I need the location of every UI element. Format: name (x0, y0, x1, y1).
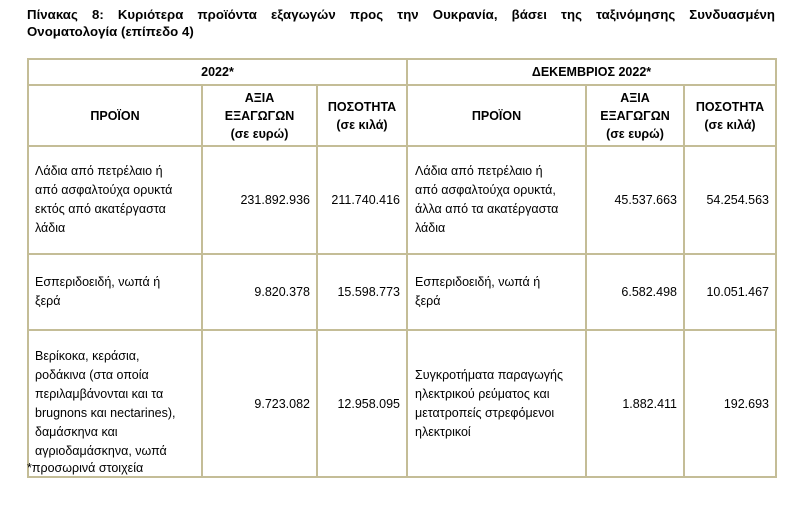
qty-header-line: ΠΟΣΟΤΗΤΑ (327, 99, 397, 114)
caption-line-2: Ονοματολογία (επίπεδο 4) (27, 24, 194, 39)
value-cell-right: 45.537.663 (586, 146, 684, 254)
table-caption (27, 6, 775, 40)
value-cell-left: 9.723.082 (202, 330, 317, 477)
product-line: από ασφαλτούχα ορυκτά, (415, 183, 556, 197)
product-line: Εσπεριδοειδή, νωπά ή (35, 275, 161, 289)
product-line: περιλαμβάνονται και τα (35, 386, 164, 401)
qty-cell-left: 15.598.773 (317, 254, 407, 330)
product-header-left: ΠΡΟΪΟΝ (28, 85, 202, 146)
product-line: brugnons και nectarines), (35, 405, 176, 420)
qty-header-line: ΠΟΣΟΤΗΤΑ (695, 99, 765, 114)
qty-header-unit: (σε κιλά) (704, 117, 756, 132)
exports-table (27, 58, 777, 478)
product-cell-left (28, 146, 202, 254)
period-december-2022-header: ΔΕΚΕΜΒΡΙΟΣ 2022* (407, 59, 776, 85)
product-line: Λάδια από πετρέλαιο ή (415, 164, 543, 178)
product-line: ηλεκτρικοί (415, 424, 471, 439)
qty-cell-left: 211.740.416 (317, 146, 407, 254)
product-line: εκτός από ακατέργαστα (35, 202, 166, 216)
value-header-unit: (σε ευρώ) (230, 126, 289, 141)
value-header-line: ΕΞΑΓΩΓΩΝ (224, 108, 295, 123)
value-header-line: ΕΞΑΓΩΓΩΝ (600, 108, 670, 123)
product-line: Συγκροτήματα παραγωγής (415, 367, 563, 382)
product-line: Λάδια από πετρέλαιο ή (35, 164, 163, 178)
caption-line-1: Πίνακας 8: Κυριότερα προϊόντα εξαγωγών προς την Ουκρανία, βάσει της ταξινόμησης Συνδυασμένη (27, 7, 775, 22)
period-2022-header: 2022* (28, 59, 407, 85)
value-header-line: ΑΞΙΑ (620, 90, 650, 105)
product-line: μετατροπείς στρεφόμενοι (415, 405, 555, 420)
column-header-row (28, 85, 776, 146)
product-line: ξερά (415, 294, 441, 308)
table-row (28, 254, 776, 330)
value-header-line: ΑΞΙΑ (244, 90, 275, 105)
product-cell-right (407, 146, 586, 254)
period-header-row (28, 59, 776, 85)
value-header-right (586, 85, 684, 146)
qty-cell-right: 10.051.467 (684, 254, 776, 330)
product-line: ροδάκινα (στα οποία (35, 367, 149, 382)
product-cell-right (407, 330, 586, 477)
value-cell-right: 1.882.411 (586, 330, 684, 477)
product-cell-right (407, 254, 586, 330)
value-header-unit: (σε ευρώ) (606, 126, 664, 141)
product-line: ηλεκτρικού ρεύματος και (415, 386, 550, 401)
product-line: αγριοδαμάσκηνα, νωπά (35, 443, 167, 458)
product-line: ξερά (35, 294, 61, 308)
product-line: Βερίκοκα, κεράσια, (35, 348, 140, 363)
product-line: λάδια (35, 221, 66, 235)
product-line: λάδια (415, 221, 446, 235)
table-row (28, 146, 776, 254)
qty-header-right (684, 85, 776, 146)
product-line: Εσπεριδοειδή, νωπά ή (415, 275, 541, 289)
value-cell-left: 9.820.378 (202, 254, 317, 330)
product-cell-left (28, 330, 202, 477)
qty-cell-left: 12.958.095 (317, 330, 407, 477)
footnote: *προσωρινά στοιχεία (27, 461, 144, 475)
value-cell-right: 6.582.498 (586, 254, 684, 330)
qty-cell-right: 54.254.563 (684, 146, 776, 254)
table-row (28, 330, 776, 477)
value-header-left (202, 85, 317, 146)
qty-header-left (317, 85, 407, 146)
value-cell-left: 231.892.936 (202, 146, 317, 254)
product-line: από ασφαλτούχα ορυκτά (35, 183, 173, 197)
product-cell-left (28, 254, 202, 330)
product-line: δαμάσκηνα και (35, 424, 118, 439)
product-header-right: ΠΡΟΪΟΝ (407, 85, 586, 146)
product-line: άλλα από τα ακατέργαστα (415, 202, 559, 216)
qty-header-unit: (σε κιλά) (336, 117, 388, 132)
qty-cell-right: 192.693 (684, 330, 776, 477)
